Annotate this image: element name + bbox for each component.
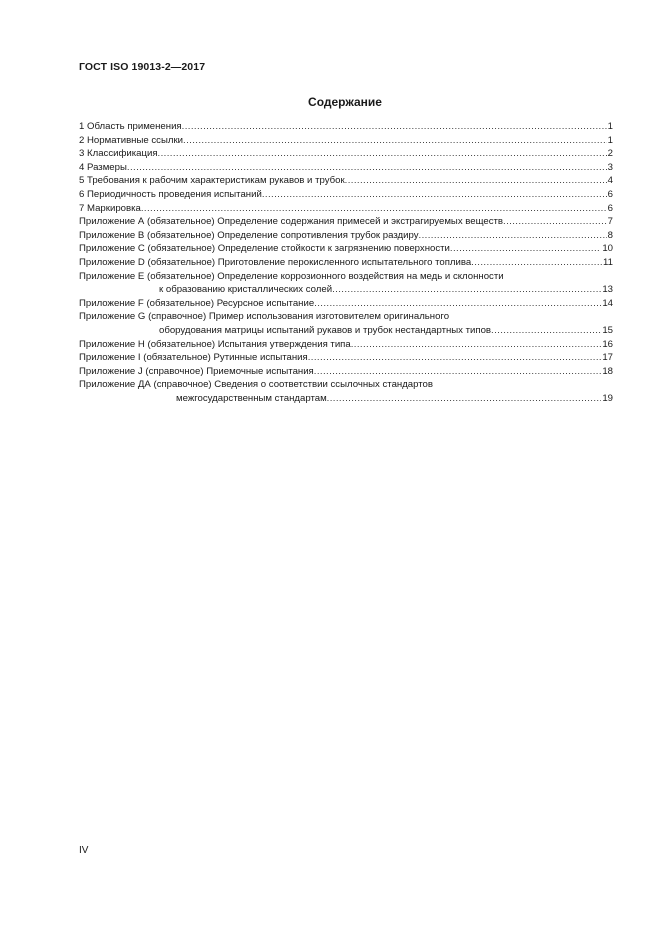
toc-dot-leader	[183, 134, 607, 148]
toc-entry-page: 2	[607, 148, 613, 160]
toc-entry-label: 5 Требования к рабочим характеристикам рукавов и трубок	[79, 175, 345, 187]
toc-entry-page: 18	[602, 365, 613, 377]
toc-entry[interactable]	[79, 324, 613, 338]
toc-entry-page: 6	[607, 202, 613, 214]
toc-entry[interactable]	[79, 161, 613, 175]
toc-entry-page: 6	[607, 188, 613, 200]
toc-entry[interactable]	[79, 351, 613, 365]
toc-entry-page: 16	[602, 338, 613, 350]
toc-entry-label: Приложение D (обязательное) Приготовление перокисленного испытательного топлива	[79, 256, 472, 268]
toc-entry[interactable]	[79, 229, 613, 243]
toc-entry-page: 3	[607, 161, 613, 173]
toc-dot-leader	[503, 215, 607, 229]
toc-entry[interactable]	[79, 256, 613, 270]
toc-entry-page: 14	[602, 297, 613, 309]
toc-entry-label: 6 Периодичность проведения испытаний	[79, 188, 262, 200]
toc-dot-leader	[182, 120, 607, 134]
toc-entry-label: Приложение Н (обязательное) Испытания утверждения типа	[79, 338, 351, 350]
toc-entry[interactable]	[79, 134, 613, 148]
toc-dot-leader	[450, 242, 601, 256]
toc-entry-label: 2 Нормативные ссылки	[79, 134, 184, 146]
page-number: IV	[79, 845, 89, 856]
toc-dot-leader	[345, 174, 607, 188]
toc-entry-page: 13	[602, 284, 613, 296]
toc-entry[interactable]	[79, 283, 613, 297]
toc-entry[interactable]	[79, 202, 613, 216]
toc-entry-heading	[79, 270, 613, 284]
toc-entry[interactable]	[79, 338, 613, 352]
toc-dot-leader	[314, 297, 601, 311]
toc-dot-leader	[314, 365, 602, 379]
toc-entry[interactable]	[79, 147, 613, 161]
toc-entry-page: 4	[607, 175, 613, 187]
toc-dot-leader	[127, 161, 607, 175]
toc-entry-label: Приложение В (обязательное) Определение сопротивления трубок раздиру	[79, 229, 419, 241]
toc-dot-leader	[327, 392, 602, 406]
toc-entry-heading	[79, 378, 613, 392]
toc-entry-page: 1	[607, 134, 613, 146]
toc-entry[interactable]	[79, 242, 613, 256]
toc-entry-page: 10	[602, 243, 613, 255]
toc-entry[interactable]	[79, 188, 613, 202]
toc-entry-label: 3 Классификация	[79, 148, 158, 160]
toc-entry-label: 7 Маркировка	[79, 202, 141, 214]
standard-header: ГОСТ ISO 19013-2—2017	[79, 61, 206, 73]
toc-entry-page: 15	[602, 324, 613, 336]
toc-entry-continuation: оборудования матрицы испытаний рукавов и трубок нестандартных типов	[159, 324, 492, 336]
toc-entry[interactable]	[79, 365, 613, 379]
toc-dot-leader	[471, 256, 602, 270]
toc-dot-leader	[308, 351, 602, 365]
toc-entry-page: 8	[607, 229, 613, 241]
toc-entry-label: Приложение А (обязательное) Определение содержания примесей и экстрагируемых веществ	[79, 216, 504, 228]
toc-dot-leader	[351, 338, 602, 352]
toc-entry-label: Приложение F (обязательное) Ресурсное испытание	[79, 297, 315, 309]
toc-entry[interactable]	[79, 297, 613, 311]
toc-entry-page: 1	[607, 121, 613, 132]
toc-entry-heading	[79, 310, 613, 324]
toc-entry-continuation: межгосударственным стандартам	[176, 392, 327, 404]
toc-dot-leader	[262, 188, 607, 202]
toc-entry[interactable]	[79, 174, 613, 188]
toc-entry-label: 4 Размеры	[79, 161, 127, 173]
toc-entry[interactable]	[79, 392, 613, 406]
toc-dot-leader	[141, 202, 607, 216]
toc-entry-label: Приложение G (справочное) Пример использования изготовителем оригинального	[79, 311, 450, 323]
toc-dot-leader	[158, 147, 607, 161]
table-of-contents	[79, 120, 613, 405]
toc-entry[interactable]	[79, 215, 613, 229]
toc-entry-label: Приложение С (обязательное) Определение стойкости к загрязнению поверхности	[79, 243, 450, 255]
toc-dot-leader	[419, 229, 607, 243]
toc-entry-label: 1 Область применения	[79, 121, 182, 132]
toc-title: Содержание	[308, 95, 382, 109]
toc-entry-page: 7	[607, 216, 613, 228]
toc-entry-label: Приложение Е (обязательное) Определение коррозионного воздействия на медь и склонности	[79, 270, 504, 282]
toc-dot-leader	[332, 283, 601, 297]
toc-entry-label: Приложение ДА (справочное) Сведения о соответствии ссылочных стандартов	[79, 379, 433, 391]
toc-entry-page: 11	[603, 256, 613, 268]
toc-entry-label: Приложение I (обязательное) Рутинные испытания	[79, 352, 308, 364]
toc-entry[interactable]	[79, 120, 613, 134]
toc-entry-label: Приложение J (справочное) Приемочные испытания	[79, 365, 314, 377]
toc-title-wrapper	[0, 93, 661, 111]
toc-entry-continuation: к образованию кристаллических солей	[159, 284, 333, 296]
toc-entry-page: 19	[602, 392, 613, 404]
toc-dot-leader	[491, 324, 601, 338]
toc-entry-page: 17	[602, 352, 613, 364]
